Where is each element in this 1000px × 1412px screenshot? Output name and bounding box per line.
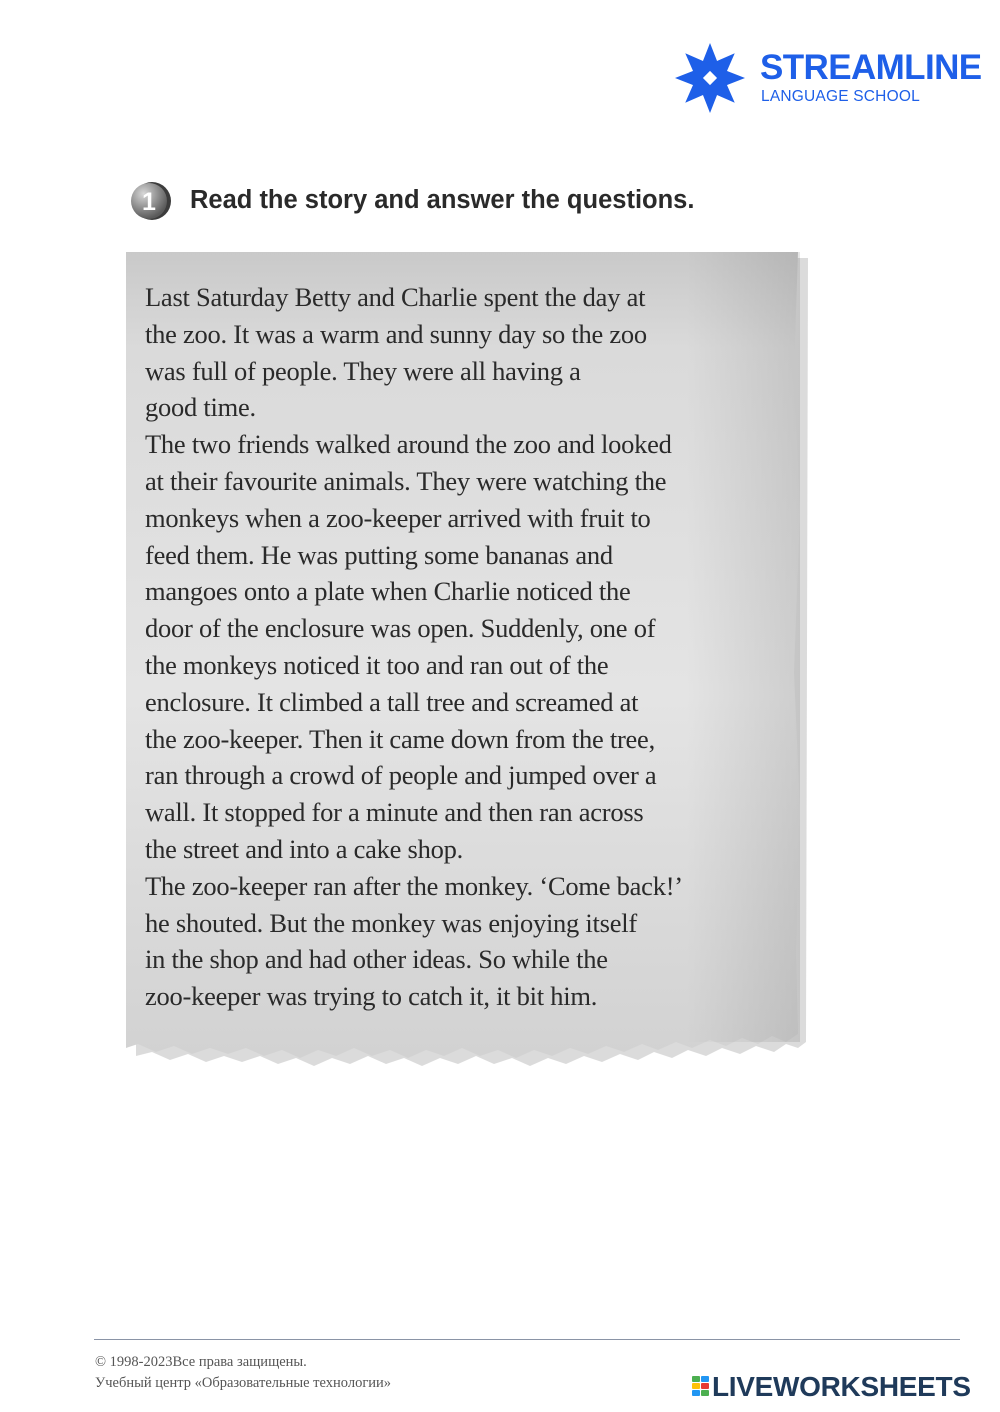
story-line: good time. [145,392,256,423]
story-line: zoo-keeper was trying to catch it, it bit him. [145,981,598,1012]
story-line: in the shop and had other ideas. So while the [145,944,608,975]
story-card [126,252,808,1070]
copyright [95,1352,391,1394]
story-line: wall. It stopped for a minute and then ran across [145,797,644,828]
streamline-logo [674,42,982,114]
live-badge-icon [692,1376,710,1397]
copyright-line: © 1998-2023Все права защищены. [95,1354,307,1370]
story-line: at their favourite animals. They were watching the [145,465,667,496]
logo-subtitle: LANGUAGE SCHOOL [761,88,920,105]
liveworksheets-wordmark: LIVEWORKSHEETS [712,1371,971,1402]
task-number-badge [128,181,174,221]
liveworksheets-logo[interactable] [692,1371,992,1403]
footer-divider [94,1339,960,1340]
story-line: the monkeys noticed it too and ran out of the [145,649,609,680]
copyright-line: Учебный центр «Образовательные технологии» [95,1375,392,1391]
streamline-star-icon [674,42,746,114]
story-line: the zoo. It was a warm and sunny day so the zoo [145,318,647,349]
story-line: the street and into a cake shop. [145,833,463,864]
story-line: feed them. He was putting some bananas and [145,539,613,570]
task-number: 1 [142,188,156,216]
story-line: Last Saturday Betty and Charlie spent the day at [145,282,646,312]
story-line: The two friends walked around the zoo and looked [145,429,672,460]
story-line: ran through a crowd of people and jumped over a [145,760,657,791]
story-line: monkeys when a zoo-keeper arrived with fruit to [145,502,651,533]
story-line: mangoes onto a plate when Charlie noticed the [145,576,631,607]
story-text [145,279,795,1015]
story-line: the zoo-keeper. Then it came down from the tree, [145,723,655,754]
story-line: he shouted. But the monkey was enjoying itself [145,907,637,938]
story-line: The zoo-keeper ran after the monkey. ‘Come back!’ [145,870,683,901]
story-line: door of the enclosure was open. Suddenly, one of [145,613,656,644]
logo-title: STREAMLINE [760,48,982,87]
task-instruction: Read the story and answer the questions. [190,186,695,214]
story-line: enclosure. It climbed a tall tree and screamed at [145,686,639,717]
story-line: was full of people. They were all having a [145,355,581,386]
